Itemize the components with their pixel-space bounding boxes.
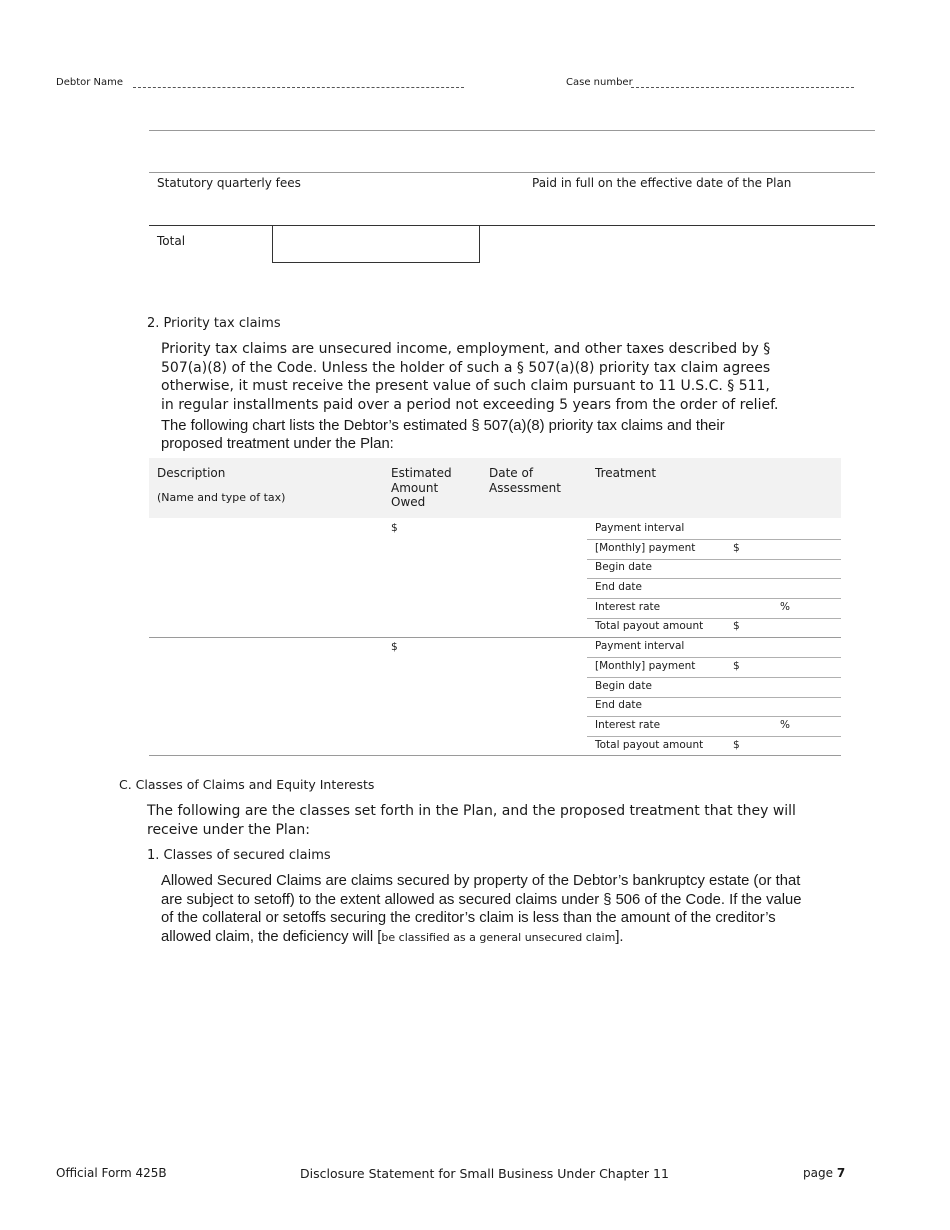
secured-claims-bracket-text: be classified as a general unsecured claim <box>381 930 616 944</box>
row1-total-payout-label: Total payout amount <box>595 620 704 632</box>
row2-line <box>587 677 841 678</box>
row1-interest-rate-value[interactable]: % <box>780 601 790 613</box>
row2-interest-rate-value[interactable]: % <box>780 719 790 731</box>
row1-payment-interval-label: Payment interval <box>595 522 685 534</box>
row2-monthly-payment-label: [Monthly] payment <box>595 660 696 672</box>
debtor-name-label: Debtor Name <box>56 77 124 88</box>
row1-interest-rate-label: Interest rate <box>595 601 661 613</box>
case-number-field[interactable] <box>631 87 854 88</box>
fees-table-top-rule <box>149 130 875 131</box>
footer-page-label: page <box>803 1166 833 1180</box>
row2-total-payout-label: Total payout amount <box>595 739 704 751</box>
debtor-name-field[interactable] <box>133 87 464 88</box>
row1-amount-symbol: $ <box>391 522 398 534</box>
row1-line <box>587 559 841 560</box>
col-date-of-assessment: Date of Assessment <box>489 466 561 495</box>
row2-end-date-label: End date <box>595 699 642 711</box>
secured-claims-heading: 1. Classes of secured claims <box>147 848 331 863</box>
row1-line <box>587 539 841 540</box>
row1-end-date-label: End date <box>595 581 642 593</box>
row2-line <box>587 657 841 658</box>
row-divider <box>149 637 841 638</box>
fees-total-input[interactable] <box>272 225 480 263</box>
col-description: Description <box>157 466 226 480</box>
row2-line <box>587 697 841 698</box>
secured-claims-paragraph <box>161 872 811 947</box>
row2-monthly-payment-value[interactable]: $ <box>733 660 740 672</box>
row1-total-payout-value[interactable]: $ <box>733 620 740 632</box>
priority-tax-heading: 2. Priority tax claims <box>147 316 281 331</box>
row1-line <box>587 598 841 599</box>
row1-begin-date-label: Begin date <box>595 561 652 573</box>
footer-page <box>803 1166 845 1180</box>
fees-row-label: Statutory quarterly fees <box>157 176 301 190</box>
table-bottom-rule <box>149 755 841 756</box>
row2-total-payout-value[interactable]: $ <box>733 739 740 751</box>
priority-tax-paragraph: Priority tax claims are unsecured income, employment, and other taxes described by § 507(a)(8) of the Code. Unless the holder of such a § 507(a)(8) priority tax claim agrees otherwise, it must receive the present value of such claim pursuant to 11 U.S.C. § 511, in regular installments paid over a period not exceeding 5 years from the order of relief. <box>161 341 779 413</box>
case-number-label: Case number <box>566 77 633 88</box>
row2-line <box>587 716 841 717</box>
row2-begin-date-label: Begin date <box>595 680 652 692</box>
priority-tax-chart-intro: The following chart lists the Debtor’s estimated § 507(a)(8) priority tax claims and their proposed treatment under the Plan: <box>161 418 725 452</box>
fees-table-row-rule <box>149 172 875 173</box>
footer-form: Official Form 425B <box>56 1166 167 1180</box>
row1-line <box>587 578 841 579</box>
col-estimated-amount: Estimated Amount Owed <box>391 466 452 509</box>
row2-interest-rate-label: Interest rate <box>595 719 661 731</box>
row1-monthly-payment-label: [Monthly] payment <box>595 542 696 554</box>
footer-title: Disclosure Statement for Small Business Under Chapter 11 <box>300 1166 669 1181</box>
row1-line <box>587 618 841 619</box>
secured-claims-text: Allowed Secured Claims are claims secured by property of the Debtor’s bankruptcy estate (or that are subject to setoff) to the extent allowed as secured claims under § 506 of the Code. If the value of the collateral or setoffs securing the creditor’s claim is less than the amount of the creditor’s allowed claim, the deficiency will [ <box>161 873 802 945</box>
fees-row-treatment: Paid in full on the effective date of the Plan <box>532 176 792 190</box>
row2-line <box>587 736 841 737</box>
classes-intro: The following are the classes set forth in the Plan, and the proposed treatment that they will receive under the Plan: <box>147 803 796 838</box>
row1-monthly-payment-value[interactable]: $ <box>733 542 740 554</box>
col-description-sub: (Name and type of tax) <box>157 491 286 504</box>
row2-payment-interval-label: Payment interval <box>595 640 685 652</box>
row2-amount-symbol: $ <box>391 641 398 653</box>
classes-heading: C. Classes of Claims and Equity Interests <box>119 777 375 792</box>
secured-claims-end: ]. <box>615 928 624 945</box>
fees-total-label: Total <box>157 234 186 248</box>
fees-table-total-rule <box>149 225 875 226</box>
col-treatment: Treatment <box>595 466 657 480</box>
footer-page-number: 7 <box>836 1166 846 1180</box>
